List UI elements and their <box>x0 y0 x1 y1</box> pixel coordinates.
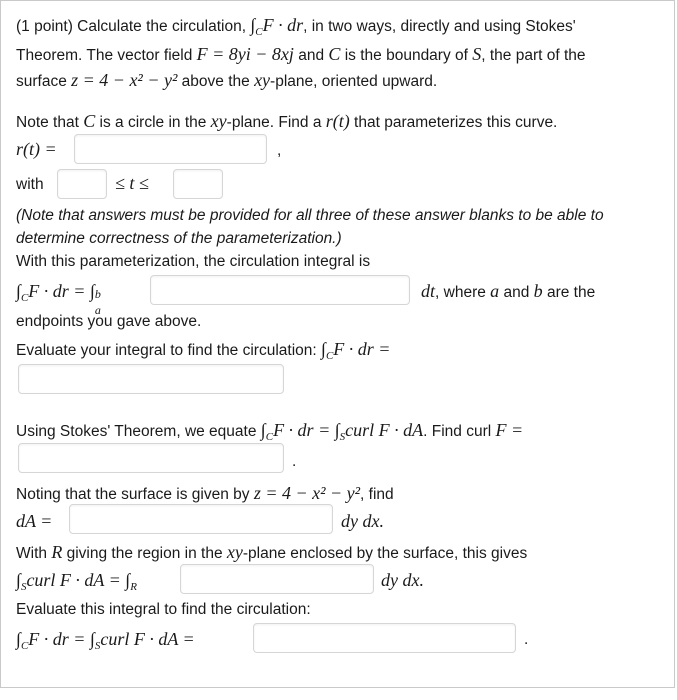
stokes-text: Using Stokes' Theorem, we equate <box>16 423 261 440</box>
stokes-text: -plane enclosed by the surface, this gives <box>242 545 528 562</box>
stokes-text: , find <box>360 486 394 503</box>
surface-integral-lhs <box>16 570 137 593</box>
integral-sub: R <box>130 581 137 593</box>
param-text: that parameterizes this curve. <box>349 114 558 131</box>
surface-symbol: S <box>472 44 482 64</box>
integral-sign: ∫ <box>16 570 21 590</box>
integral-sub: C <box>255 26 263 38</box>
integral-sub: S <box>339 431 346 443</box>
integral-sign: ∫ <box>16 629 21 649</box>
f-symbol: F <box>495 420 507 440</box>
final-period <box>524 631 528 649</box>
param-text: -plane. Find a <box>226 114 326 131</box>
param-text: With this parameterization, the circulation integral is <box>16 253 371 270</box>
param-text: endpoints you gave above. <box>16 313 202 330</box>
integral-sign: ∫ <box>334 420 340 440</box>
vector-field-expr: F = 8yi − 8xj <box>196 44 294 64</box>
integral-sign: ∫ <box>321 339 326 359</box>
note-line-1 <box>16 207 604 225</box>
upper-limit: b <box>94 287 101 301</box>
intro-text: , the part of the <box>481 47 586 64</box>
rt-label-text: r(t) = <box>16 139 57 159</box>
intro-text: , in two ways, directly and using Stokes' <box>303 18 576 35</box>
intro-text: (1 point) Calculate the circulation, <box>16 18 251 35</box>
integral-sub: S <box>20 581 27 593</box>
final-input[interactable] <box>253 623 516 653</box>
surface-integral-expr: curl F · dA <box>345 420 424 440</box>
stokes-text: Noting that the surface is given by <box>16 486 254 503</box>
surface-expr: z = 4 − x² − y² <box>253 483 361 503</box>
curve-symbol: C <box>83 111 96 131</box>
dydx-2 <box>381 570 424 591</box>
dydx-1 <box>341 511 384 532</box>
integral-sub: C <box>325 350 334 362</box>
t-inequality <box>115 173 149 194</box>
rt-label <box>16 139 57 160</box>
rt-symbol: r(t) <box>325 111 350 131</box>
integral-sub: S <box>94 640 101 652</box>
with-label <box>16 176 44 194</box>
line-integral-expr: F · dr = <box>273 420 335 440</box>
r-symbol: R <box>51 542 63 562</box>
curl-input[interactable] <box>18 443 284 473</box>
stokes-text: Evaluate this integral to find the circulation: <box>16 601 311 618</box>
integral-sign: ∫ <box>125 570 131 590</box>
equals-symbol: = <box>506 420 524 440</box>
param-text: , where <box>435 284 491 301</box>
integral-lhs <box>16 281 105 317</box>
circulation-input[interactable] <box>18 364 284 394</box>
region-integrand-input[interactable] <box>180 564 374 594</box>
intro-line-3 <box>16 70 437 91</box>
line-integral-expr: F · dr = <box>28 629 90 649</box>
intro-text: -plane, oriented upward. <box>270 73 438 90</box>
dA-label <box>16 511 52 532</box>
line-integral-expr: F · dr = <box>28 281 90 301</box>
inequality-text: ≤ t ≤ <box>115 173 149 193</box>
rt-comma <box>277 142 281 160</box>
note-text: (Note that answers must be provided for all three of these answer blanks to be able to <box>16 207 604 224</box>
intro-text: surface <box>16 73 72 90</box>
xy-symbol: xy <box>254 70 271 90</box>
param-line-1 <box>16 111 557 132</box>
endpoints-line <box>16 313 201 331</box>
integral-sign: ∫ <box>260 420 266 440</box>
final-lhs <box>16 629 195 652</box>
intro-text: and <box>293 47 329 64</box>
integral-sub: C <box>20 640 29 652</box>
stokes-line-1 <box>16 420 523 443</box>
b-symbol: b <box>533 281 543 301</box>
lower-bound-input[interactable] <box>57 169 107 199</box>
evaluate-final-line <box>16 601 311 619</box>
dt-symbol: dt <box>421 281 436 301</box>
dydx-text: dy dx. <box>381 570 424 590</box>
upper-bound-input[interactable] <box>173 169 223 199</box>
a-symbol: a <box>490 281 500 301</box>
dydx-text: dy dx. <box>341 511 384 531</box>
dA-input[interactable] <box>69 504 333 534</box>
integral-sub: C <box>265 431 274 443</box>
curve-symbol: C <box>328 44 341 64</box>
intro-text: is the boundary of <box>340 47 473 64</box>
rt-input[interactable] <box>74 134 267 164</box>
stokes-text: With <box>16 545 52 562</box>
evaluate-line <box>16 339 390 362</box>
surface-integral-expr: curl F · dA = <box>100 629 195 649</box>
noting-line <box>16 483 394 504</box>
line-integral-expr: F · dr = <box>333 339 391 359</box>
with-r-line <box>16 542 527 563</box>
dA-label-text: dA = <box>16 511 53 531</box>
stokes-text: giving the region in the <box>62 545 227 562</box>
param-text: Note that <box>16 114 84 131</box>
param-text: Evaluate your integral to find the circulation: <box>16 342 322 359</box>
param-text: and <box>499 284 534 301</box>
comma-text: , <box>277 142 282 159</box>
period-text: . <box>292 453 297 470</box>
xy-symbol: xy <box>210 111 227 131</box>
surface-integral-expr: curl F · dA = <box>26 570 126 590</box>
integral-sub: C <box>20 292 29 304</box>
lower-limit: a <box>94 303 101 317</box>
period-text: . <box>524 631 529 648</box>
dt-text <box>421 281 595 302</box>
surface-expr: z = 4 − x² − y² <box>71 70 178 90</box>
note-line-2 <box>16 230 342 248</box>
integrand-input[interactable] <box>150 275 410 305</box>
param-text: is a circle in the <box>95 114 211 131</box>
integral-sign: ∫ <box>250 15 256 35</box>
intro-text: Theorem. The vector field <box>16 47 197 64</box>
line-integral-expr: F · dr <box>262 15 304 35</box>
integral-sign: ∫ <box>89 281 95 301</box>
with-param-line <box>16 253 370 271</box>
stokes-text: . Find curl <box>423 423 496 440</box>
note-text: determine correctness of the parameterization.) <box>16 230 342 247</box>
integral-sign: ∫ <box>89 629 95 649</box>
with-text: with <box>16 176 44 193</box>
curl-period <box>292 453 296 471</box>
intro-line-2 <box>16 44 586 65</box>
intro-line-1 <box>16 15 576 38</box>
intro-text: above the <box>177 73 255 90</box>
integral-sign: ∫ <box>16 281 21 301</box>
param-text: are the <box>542 284 596 301</box>
xy-symbol: xy <box>226 542 243 562</box>
